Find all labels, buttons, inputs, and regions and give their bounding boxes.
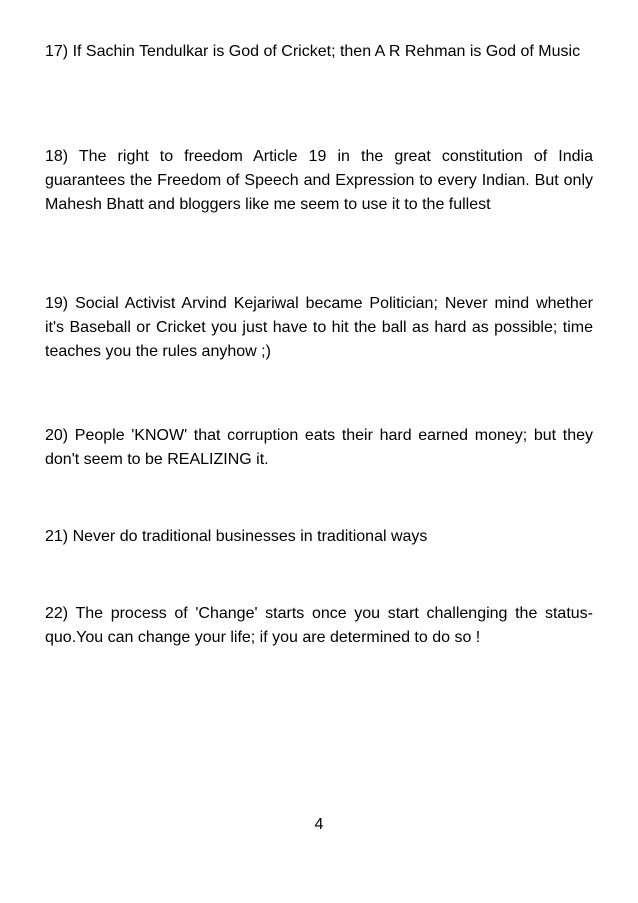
page-number: 4 xyxy=(314,816,324,833)
paragraph-18: 18) The right to freedom Article 19 in the great constitution of India guarantees the Freedom of Speech and Expression to every Indian. But only Mahesh Bhatt and bloggers like me seem to use it to the fullest xyxy=(45,148,593,213)
paragraph-21: 21) Never do traditional businesses in traditional ways xyxy=(45,528,428,545)
paragraph-20: 20) People 'KNOW' that corruption eats their hard earned money; but they don't seem to be REALIZING it. xyxy=(45,427,593,468)
paragraph-19: 19) Social Activist Arvind Kejariwal became Politician; Never mind whether it's Baseball or Cricket you just have to hit the ball as hard as possible; time teaches you the rules anyhow ;) xyxy=(45,295,593,360)
paragraph-22: 22) The process of 'Change' starts once you start challenging the status-quo.You can change your life; if you are determined to do so ! xyxy=(45,605,593,646)
paragraph-17: 17) If Sachin Tendulkar is God of Cricket; then A R Rehman is God of Music xyxy=(45,43,581,60)
